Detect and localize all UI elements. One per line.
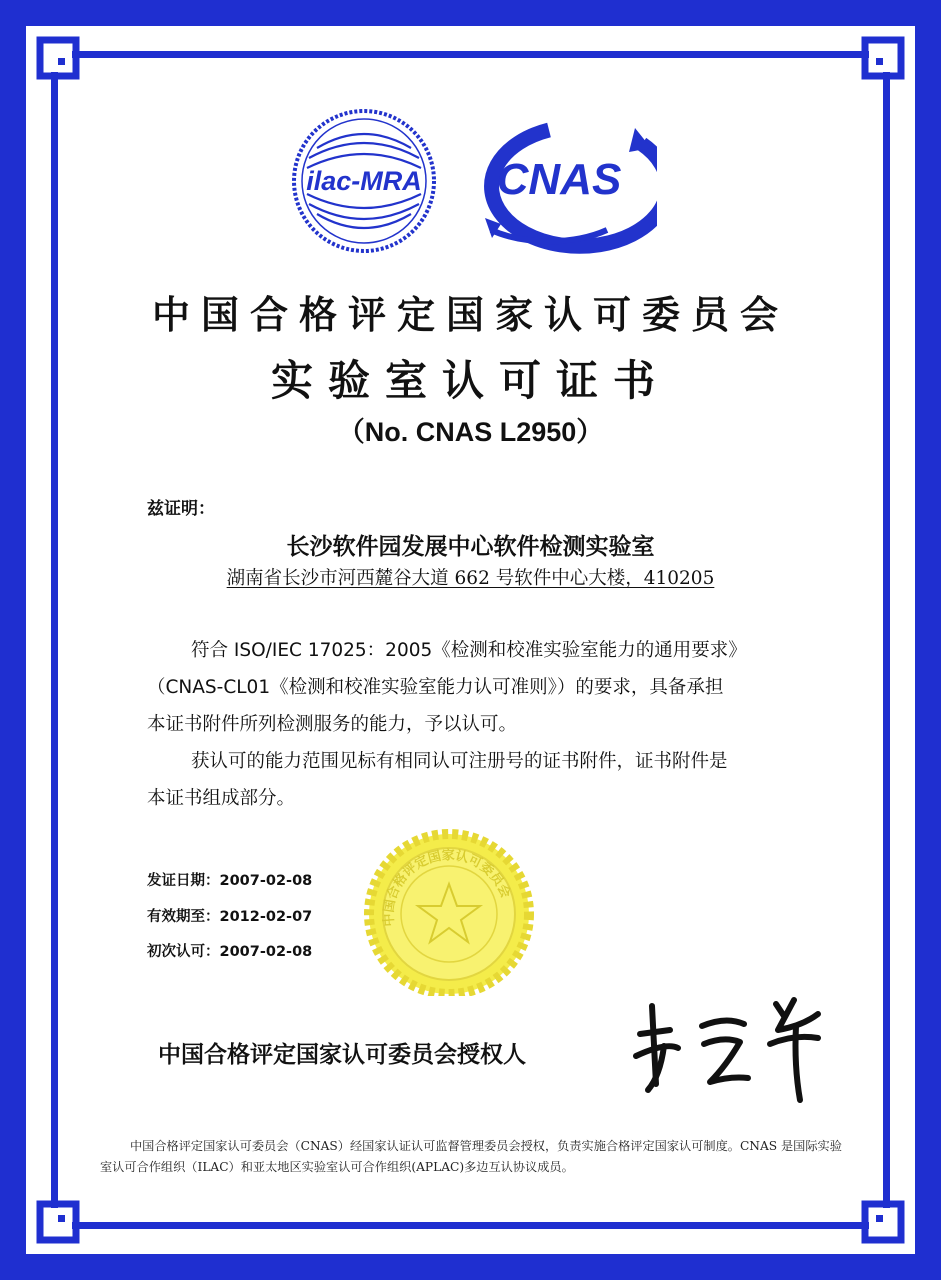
statement-line: 本证书附件所列检测服务的能力，予以认可。 — [147, 714, 518, 735]
valid-until-label: 有效期至： — [147, 908, 220, 925]
certificate-dates — [147, 864, 312, 971]
issue-date-value: 2007-02-08 — [219, 873, 313, 889]
accreditation-logos — [287, 106, 657, 256]
certify-label: 兹证明： — [147, 499, 215, 519]
initial-accreditation-value: 2007-02-08 — [219, 944, 313, 960]
initial-accreditation-row — [147, 935, 312, 971]
organization-title: 中国合格评定国家认可委员会 — [151, 293, 789, 337]
certificate-number: （No. CNAS L2950） — [337, 417, 604, 447]
valid-until-value: 2012-02-07 — [219, 908, 313, 925]
certificate-title: 实验室认可证书 — [270, 356, 670, 405]
signature — [626, 986, 826, 1106]
authorized-signatory-label: 中国合格评定国家认可委员会授权人 — [158, 1041, 526, 1068]
valid-until-row — [147, 900, 312, 936]
gold-seal — [354, 826, 544, 996]
cnas-logo — [485, 128, 657, 246]
statement-line: 本证书组成部分。 — [147, 788, 296, 809]
statement-line: 获认可的能力范围见标有相同认可注册号的证书附件，证书附件是 — [191, 751, 728, 772]
issue-date-label: 发证日期： — [147, 873, 220, 889]
lab-address-text: 湖南省长沙市河西麓谷大道 662 号软件中心大楼，410205 — [226, 568, 715, 589]
initial-accreditation-label: 初次认可： — [147, 944, 220, 960]
cnas-text: CNAS — [496, 155, 622, 204]
statement-line: （CNAS-CL01《检测和校准实验室能力认可准则》）的要求，具备承担 — [147, 677, 724, 698]
statement-line: 符合 ISO/IEC 17025：2005《检测和校准实验室能力的通用要求》 — [191, 640, 747, 661]
lab-address — [0, 564, 941, 590]
lab-name: 长沙软件园发展中心软件检测实验室 — [286, 534, 655, 560]
certificate-statement — [147, 632, 837, 817]
ilac-mra-logo — [294, 111, 434, 251]
footer-note: 中国合格评定国家认可委员会（CNAS）经国家认证认可监督管理委员会授权，负责实施合格评定国家认可制度。CNAS 是国际实验室认可合作组织（ILAC）和亚太地区实验室认可合作组织(APLAC)多边互认协议成员。 — [100, 1139, 842, 1174]
ilac-text: ilac-MRA — [306, 166, 422, 196]
seal-text: 中国合格评定国家认可委员会 — [381, 848, 513, 927]
issue-date-row — [147, 864, 312, 900]
